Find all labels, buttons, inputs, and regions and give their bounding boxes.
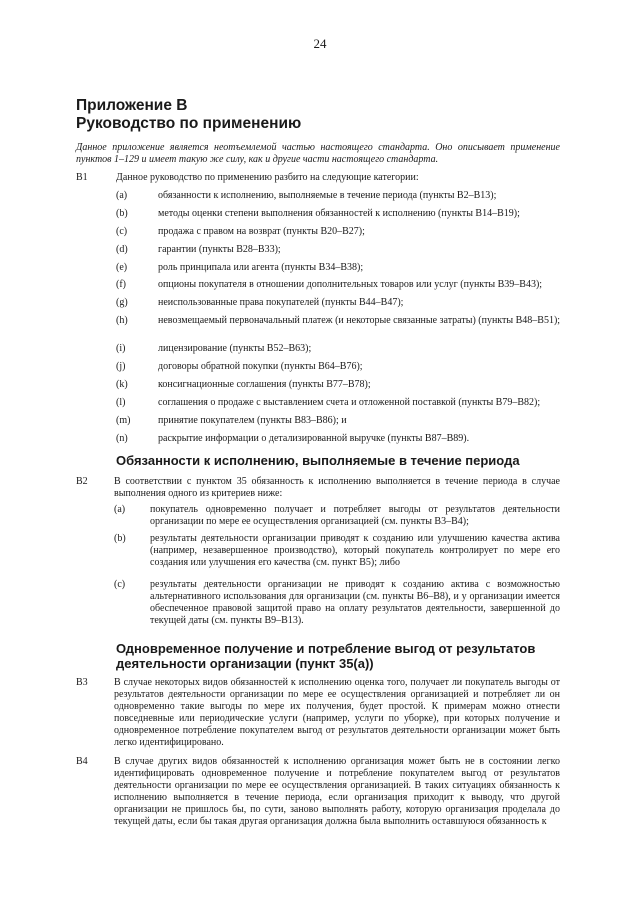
list-item-text: раскрытие информации о детализированной выручке (пункты B87–B89). [158,433,470,444]
list-item-text: договоры обратной покупки (пункты B64–B76); [158,361,363,372]
list-item-text: консигнационные соглашения (пункты B77–B78); [158,379,371,390]
list-item-text: покупатель одновременно получает и потребляет выгоды от результатов деятельности организации по мере ее осуществления организацией (см. пункты B3–B4); [150,504,560,527]
list-item-label: (h) [116,315,128,326]
paragraph-text: В случае других видов обязанностей к исполнению организация может быть не в состоянии легко идентифицировать одновременное получение и потребление покупателем выгод от результатов деятельности организации по мере ее осуществления организацией. В таких ситуациях обязанность к исполнению выполняется в течение периода, если организация приходит к выводу, что другой организации не пришлось бы, по сути, заново выполнять работу, которую организация проделала до текущей даты, если бы такая другая организация должна была выполнить оставшуюся обязанность к [114,756,560,827]
list-item-label: (a) [114,504,126,515]
list-item-text: гарантии (пункты B28–B33); [158,244,281,255]
list-item-text: методы оценки степени выполнения обязанностей к исполнению (пункты B14–B19); [158,208,520,219]
list-item-label: (b) [116,208,128,219]
list-item-label: (m) [116,415,131,426]
paragraph-number: B1 [76,172,88,183]
list-item-label: (f) [116,279,126,290]
list-item-text: неиспользованные права покупателей (пункты B44–B47); [158,297,404,308]
appendix-title-line2: Руководство по применению [76,115,302,132]
list-item-label: (k) [116,379,128,390]
list-item-label: (b) [114,533,126,544]
list-item-label: (c) [114,579,126,590]
list-item-label: (d) [116,244,128,255]
list-item-text: результаты деятельности организации приводят к созданию или улучшению качества актива (например, незавершенное производство), который покупатель контролирует по мере его создания или улучшения его качества (см. пункт B5); либо [150,533,560,568]
appendix-title [76,97,301,133]
paragraph-text: В соответствии с пунктом 35 обязанность к исполнению выполняется в течение периода в случае выполнения одного из критериев ниже: [114,476,560,499]
list-item-label: (j) [116,361,126,372]
list-item-text: соглашения о продаже с выставлением счета и отложенной поставкой (пункты B79–B82); [158,397,541,408]
section-heading: Обязанности к исполнению, выполняемые в течение периода [116,453,520,468]
list-item-text: обязанности к исполнению, выполняемые в течение периода (пункты B2–B13); [158,190,497,201]
appendix-title-line1: Приложение B [76,97,188,114]
list-item-text: принятие покупателем (пункты B83–B86); и [158,415,347,426]
paragraph-number: B2 [76,476,88,487]
list-item-text: невозмещаемый первоначальный платеж (и некоторые связанные затраты) (пункты B48–B51); [158,315,561,326]
list-item-label: (g) [116,297,128,308]
list-item-label: (c) [116,226,128,237]
appendix-note: Данное приложение является неотъемлемой частью настоящего стандарта. Оно описывает применение пунктов 1–129 и имеет такую же силу, как и другие части настоящего стандарта. [76,142,560,165]
list-item-text: результаты деятельности организации не приводят к созданию актива с возможностью альтернативного использования для организации (см. пункты B6–B8), и у организации имеется обеспеченное правовой защитой право на оплату результатов деятельности, завершенной до текущей даты (см. пункты B9–B13). [150,579,560,626]
paragraph-number: B4 [76,756,88,767]
list-item-text: опционы покупателя в отношении дополнительных товаров или услуг (пункты B39–B43); [158,279,543,290]
list-item-label: (e) [116,262,128,273]
list-item-label: (l) [116,397,126,408]
paragraph-text: В случае некоторых видов обязанностей к исполнению оценка того, получает ли покупатель выгоды от результатов деятельности организации по мере ее осуществления организацией и потребляет ли он одновременно такие выгоды по мере их получения, будет простой. К примерам можно отнести повседневные или периодические услуги (например, услуги по уборке), при которых получение и одновременное потребление покупателем выгод от результатов деятельности организации может быть легко идентифицировано. [114,677,560,748]
list-item-label: (i) [116,343,126,354]
paragraph-number: B3 [76,677,88,688]
list-item-label: (a) [116,190,128,201]
list-item-text: продажа с правом на возврат (пункты B20–B27); [158,226,365,237]
list-item-text: роль принципала или агента (пункты B34–B38); [158,262,364,273]
page-number: 24 [313,36,327,51]
list-item-text: лицензирование (пункты B52–B63); [158,343,312,354]
list-item-label: (n) [116,433,128,444]
section-heading: Одновременное получение и потребление выгод от результатов деятельности организации (пункт 35(a)) [116,641,536,671]
paragraph-text: Данное руководство по применению разбито на следующие категории: [116,172,419,183]
